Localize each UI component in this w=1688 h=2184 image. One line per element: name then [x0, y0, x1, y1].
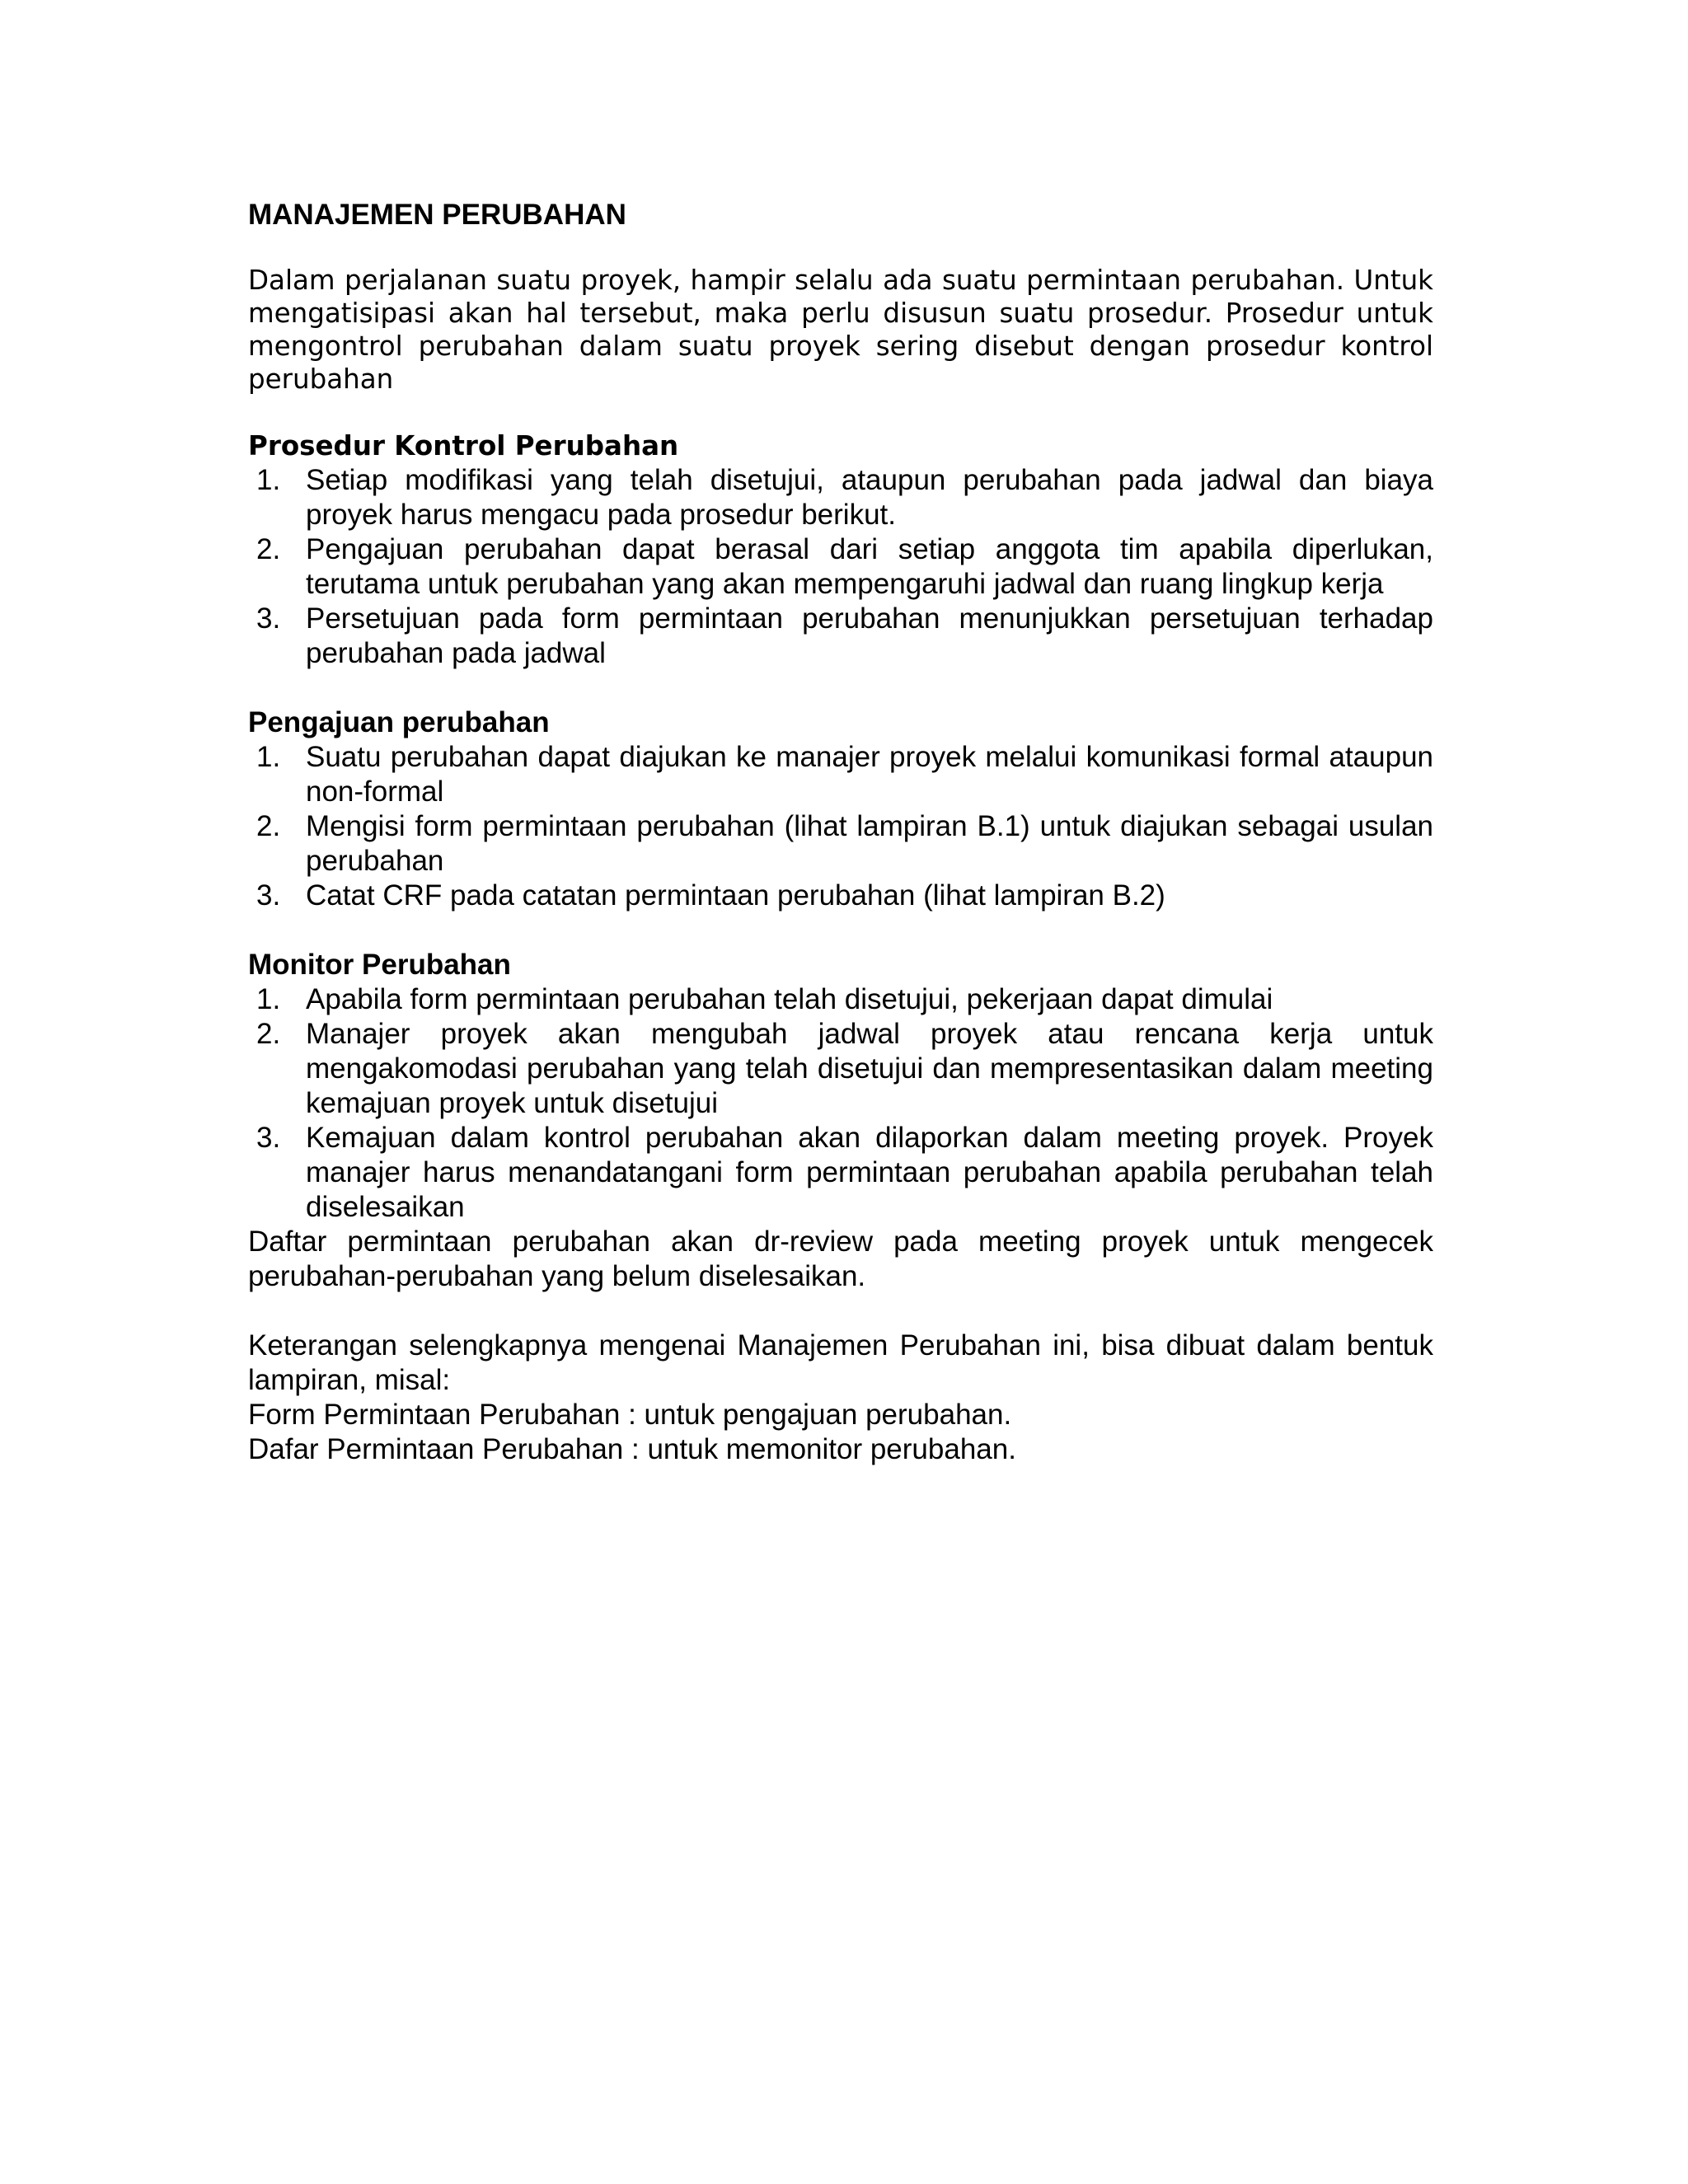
- submission-list: [248, 740, 1433, 913]
- list-item-text: Catat CRF pada catatan permintaan perubahan (lihat lampiran B.2): [306, 879, 1165, 912]
- document-title: MANAJEMEN PERUBAHAN: [248, 199, 626, 231]
- list-number: 3.: [256, 602, 281, 635]
- list-item: [248, 982, 1433, 1017]
- spacer: [248, 913, 1433, 948]
- list-item: [248, 463, 1433, 532]
- list-number: 3.: [256, 879, 281, 912]
- list-number: 3.: [256, 1122, 281, 1154]
- spacer: [248, 671, 1433, 705]
- notes-paragraph: Keterangan selengkapnya mengenai Manajemen Perubahan ini, bisa dibuat dalam bentuk lampiran, misal:: [248, 1329, 1433, 1396]
- section-heading-monitor: Monitor Perubahan: [248, 949, 511, 981]
- list-item-text: Persetujuan pada form permintaan perubahan menunjukkan persetujuan terhadap perubahan pada jadwal: [306, 602, 1433, 669]
- list-number: 1.: [256, 741, 281, 773]
- spacer: [248, 1294, 1433, 1329]
- list-item-text: Apabila form permintaan perubahan telah disetujui, pekerjaan dapat dimulai: [306, 983, 1273, 1015]
- list-item: [248, 532, 1433, 602]
- notes-line-form: Form Permintaan Perubahan : untuk pengajuan perubahan.: [248, 1399, 1012, 1431]
- list-number: 1.: [256, 464, 281, 496]
- intro-paragraph: Dalam perjalanan suatu proyek, hampir selalu ada suatu permintaan perubahan. Untuk mengatisipasi akan hal tersebut, maka perlu disusun suatu prosedur. Prosedur untuk mengontrol perubahan dalam suatu proyek sering disebut dengan prosedur kontrol perubahan: [248, 265, 1433, 395]
- list-item: [248, 879, 1433, 913]
- list-item: [248, 740, 1433, 809]
- list-item: [248, 1121, 1433, 1225]
- list-item-text: Setiap modifikasi yang telah disetujui, ataupun perubahan pada jadwal dan biaya proyek harus mengacu pada prosedur berikut.: [306, 464, 1433, 531]
- procedure-list: [248, 463, 1433, 671]
- list-item: [248, 1017, 1433, 1121]
- list-item-text: Suatu perubahan dapat diajukan ke manajer proyek melalui komunikasi formal ataupun non-formal: [306, 741, 1433, 808]
- list-item: [248, 809, 1433, 879]
- list-number: 2.: [256, 810, 281, 842]
- section-heading-prosedur-kontrol: Prosedur Kontrol Perubahan: [248, 430, 679, 462]
- list-number: 1.: [256, 983, 281, 1015]
- list-item: [248, 602, 1433, 671]
- list-item-text: Pengajuan perubahan dapat berasal dari setiap anggota tim apabila diperlukan, terutama untuk perubahan yang akan mempengaruhi jadwal dan ruang lingkup kerja: [306, 533, 1433, 600]
- list-item-text: Kemajuan dalam kontrol perubahan akan dilaporkan dalam meeting proyek. Proyek manajer harus menandatangani form permintaan perubahan apabila perubahan telah diselesaikan: [306, 1122, 1433, 1223]
- list-number: 2.: [256, 1018, 281, 1050]
- document-page: [248, 198, 1433, 1467]
- notes-line-daftar: Dafar Permintaan Perubahan : untuk memonitor perubahan.: [248, 1433, 1016, 1465]
- closing-paragraph: Daftar permintaan perubahan akan dr-review pada meeting proyek untuk mengecek perubahan-perubahan yang belum diselesaikan.: [248, 1226, 1433, 1292]
- section-heading-pengajuan: Pengajuan perubahan: [248, 706, 550, 738]
- monitor-list: [248, 982, 1433, 1225]
- list-number: 2.: [256, 533, 281, 565]
- list-item-text: Mengisi form permintaan perubahan (lihat lampiran B.1) untuk diajukan sebagai usulan perubahan: [306, 810, 1433, 877]
- list-item-text: Manajer proyek akan mengubah jadwal proyek atau rencana kerja untuk mengakomodasi perubahan yang telah disetujui dan mempresentasikan dalam meeting kemajuan proyek untuk disetujui: [306, 1018, 1433, 1119]
